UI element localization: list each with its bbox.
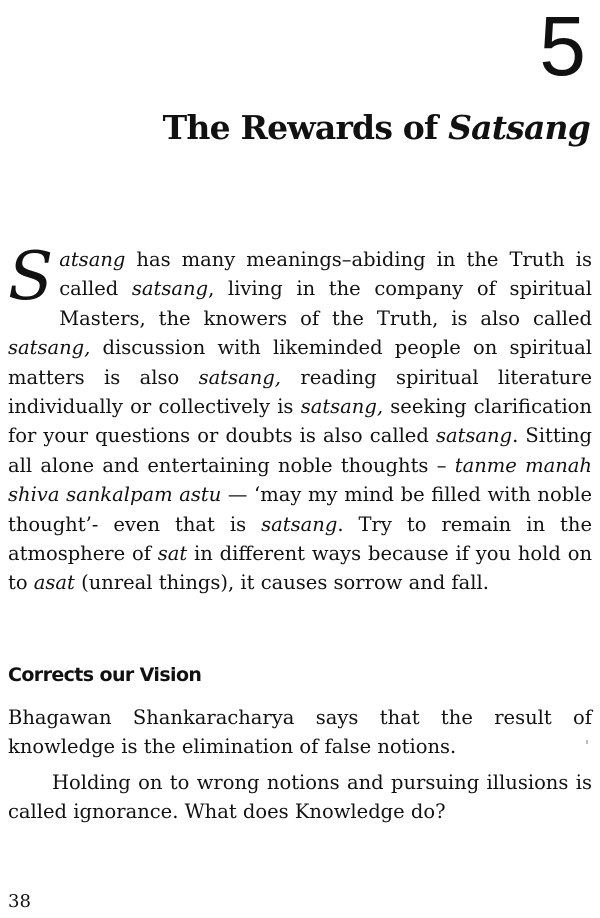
page-number: 38: [8, 891, 31, 912]
para1-seg: reading spiritual literature individually or collectively is: [8, 365, 592, 419]
section-paragraph-1: Bhagawan Shankaracharya says that the result of knowledge is the elimination of false notions.: [8, 706, 592, 759]
para1-seg: satsang,: [8, 336, 91, 360]
para1-seg: . Sitting all alone and entertaining noble thoughts –: [8, 424, 592, 477]
para1-seg: sat: [157, 542, 188, 566]
para1-seg: atsang: [59, 248, 126, 271]
para1-seg: in different ways because if you hold on to: [8, 542, 592, 595]
chapter-number: 5: [539, 0, 586, 93]
para1-seg: satsang,: [300, 395, 384, 419]
para1-seg: satsang: [261, 512, 338, 536]
section-heading: Corrects our Vision: [8, 664, 202, 686]
drop-cap: S: [8, 238, 54, 315]
para1-seg: seeking clarification for your questions or doubts is also called: [8, 395, 592, 448]
intro-paragraph: [8, 238, 592, 598]
para1-seg: — ‘may my mind be filled with noble thought’- even that is: [8, 483, 592, 536]
para1-seg: satsang: [435, 424, 513, 448]
para1-seg: has many meanings–abiding in the Truth is called: [59, 248, 592, 301]
scan-artifact: [586, 740, 588, 744]
chapter-title-italic: Satsang: [448, 108, 590, 147]
para1-seg: . Try to remain in the atmosphere of: [8, 512, 592, 566]
para1-seg: satsang: [131, 277, 209, 301]
chapter-title-plain: The Rewards of: [162, 108, 438, 147]
para1-seg: (unreal things), it causes sorrow and fall.: [74, 571, 489, 595]
chapter-title: [163, 108, 590, 148]
para1-seg: discussion with likeminded people on spiritual matters is also: [8, 336, 592, 389]
para1-seg: tanme manah shiva sankalpam astu: [8, 453, 592, 507]
section-paragraph-2: Holding on to wrong notions and pursuing illusions is called ignorance. What does Knowledge do?: [8, 771, 592, 824]
para1-seg: satsang,: [198, 365, 281, 389]
para1-seg: asat: [33, 571, 75, 595]
para1-seg: , living in the company of spiritual Masters, the knowers of the Truth, is also called: [59, 277, 592, 330]
